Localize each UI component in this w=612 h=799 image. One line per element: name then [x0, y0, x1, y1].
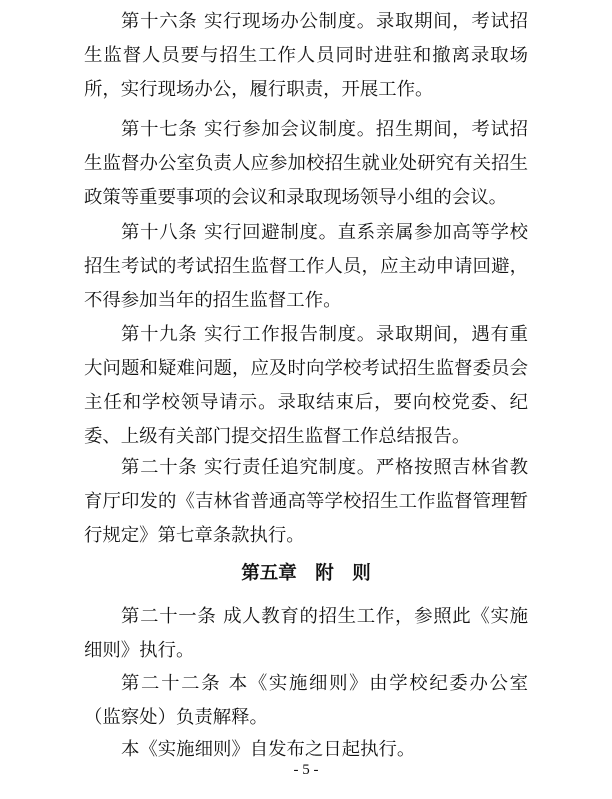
article-17: 第十七条 实行参加会议制度。招生期间，考试招生监督办公室负责人应参加校招生就业处研究有关招生政策等重要事项的会议和录取现场领导小组的会议。 — [84, 119, 528, 208]
article-22: 第二十二条 本《实施细则》由学校纪委办公室（监察处）负责解释。 — [84, 673, 528, 728]
article-21: 第二十一条 成人教育的招生工作，参照此《实施细则》执行。 — [84, 606, 528, 661]
chapter-heading: 第五章 附 则 — [241, 563, 371, 584]
effective-clause: 本《实施细则》自发布之日起执行。 — [121, 739, 416, 760]
article-20: 第二十条 实行责任追究制度。严格按照吉林省教育厅印发的《吉林省普通高等学校招生工作监督管理暂行规定》第七章条款执行。 — [84, 457, 528, 546]
article-18: 第十八条 实行回避制度。直系亲属参加高等学校招生考试的考试招生监督工作人员，应主动申请回避，不得参加当年的招生监督工作。 — [84, 222, 528, 311]
article-16: 第十六条 实行现场办公制度。录取期间，考试招生监督人员要与招生工作人员同时进驻和撤离录取场所，实行现场办公，履行职责，开展工作。 — [84, 11, 528, 100]
page-number: - 5 - — [293, 762, 319, 778]
article-19: 第十九条 实行工作报告制度。录取期间，遇有重大问题和疑难问题，应及时向学校考试招生监督委员会主任和学校领导请示。录取结束后，要向校党委、纪委、上级有关部门提交招生监督工作总结报告。 — [84, 324, 528, 447]
